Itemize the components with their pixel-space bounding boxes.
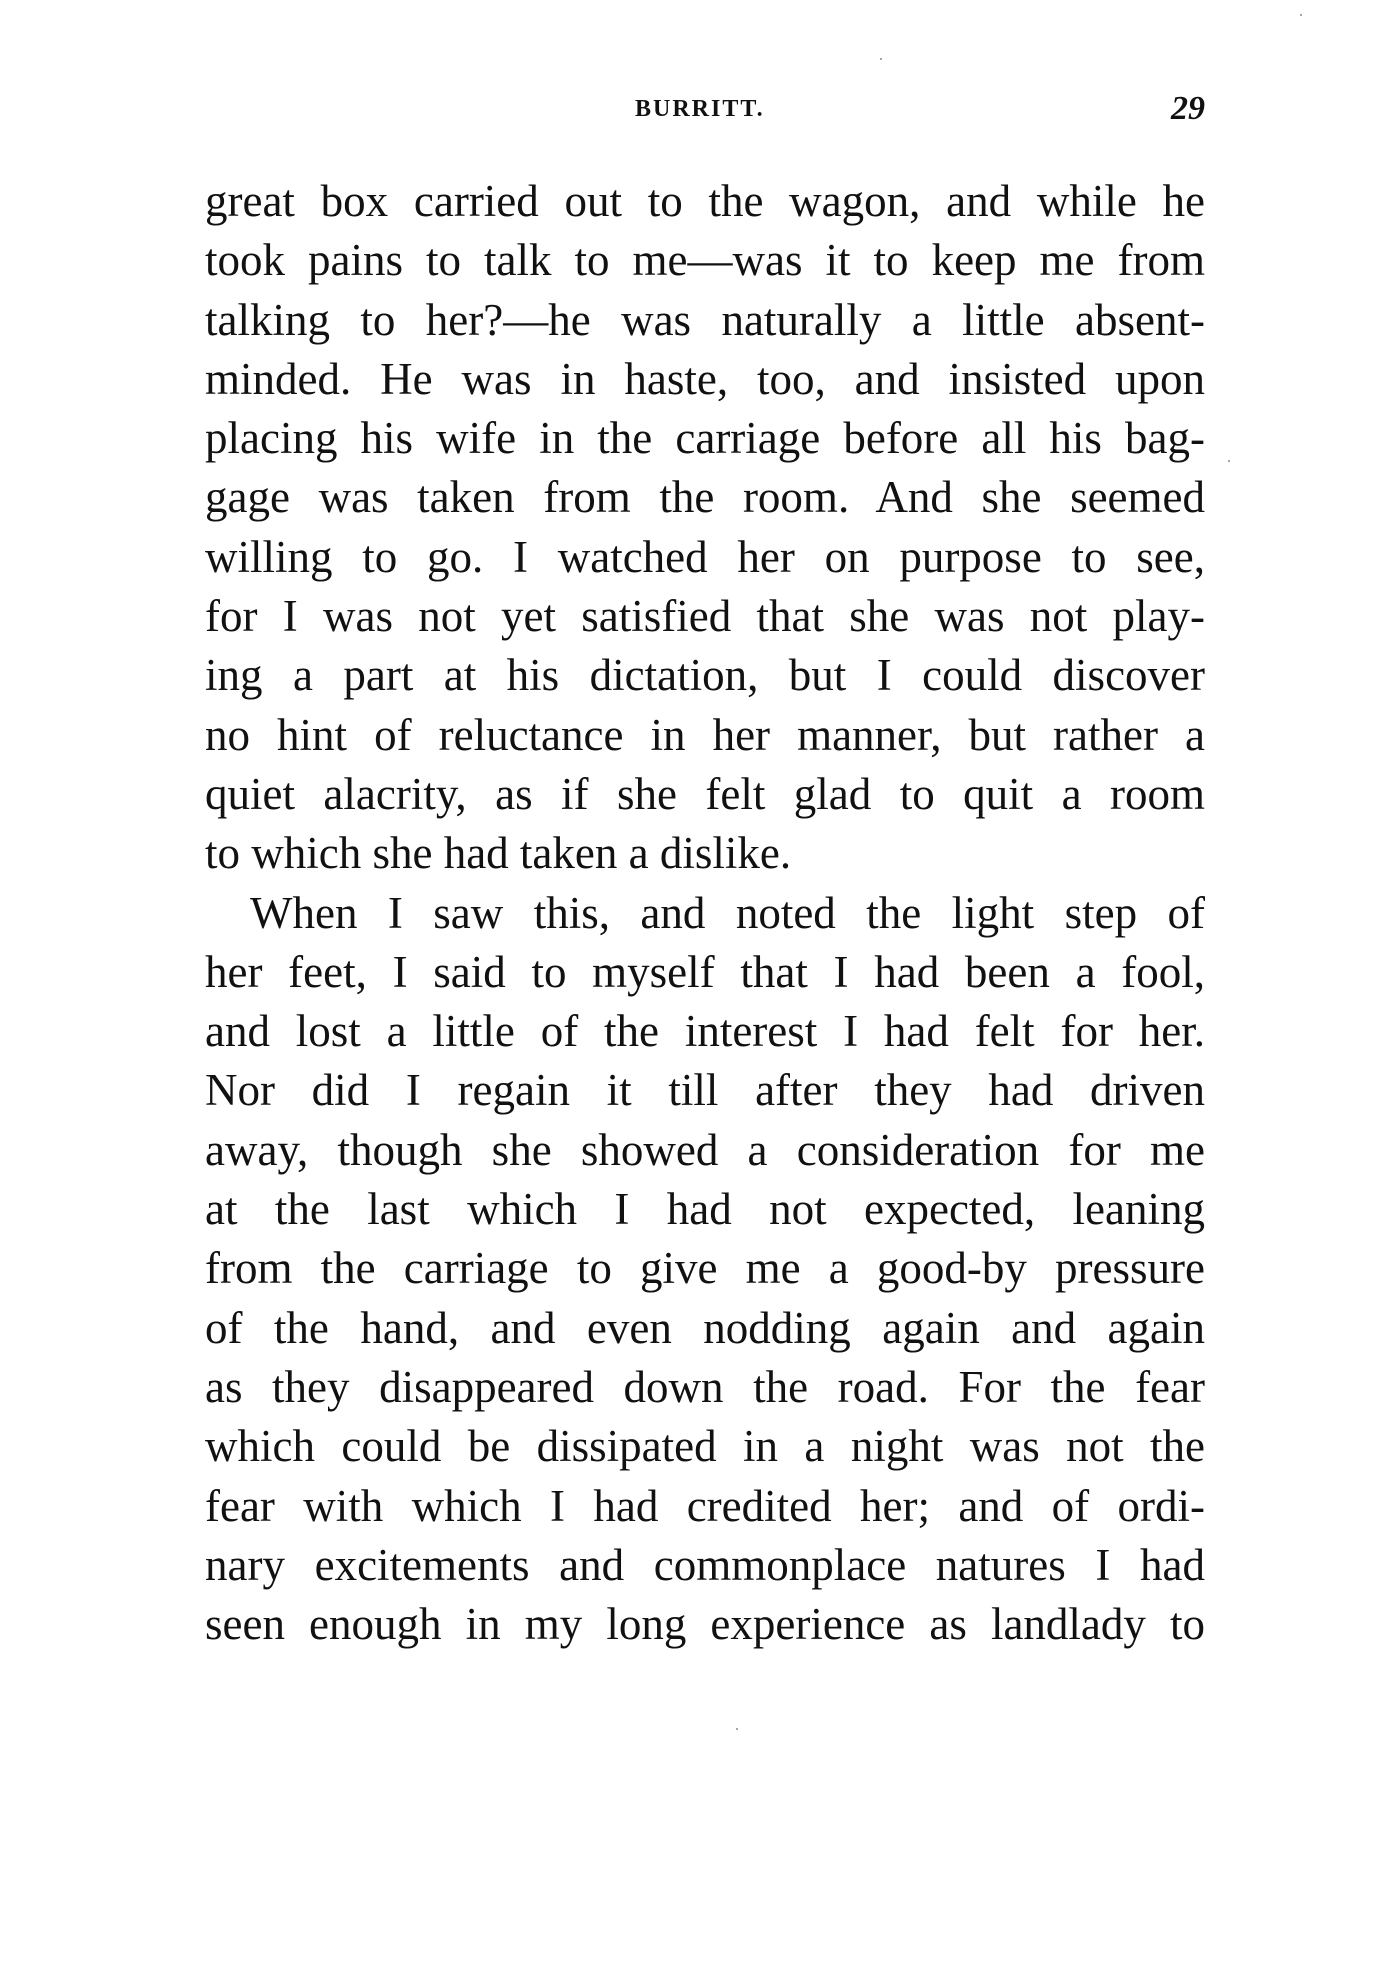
text-line: ing a part at his dictation, but I could discover bbox=[205, 650, 1205, 701]
text-line: willing to go. I watched her on purpose to see, bbox=[205, 531, 1205, 582]
page-header bbox=[205, 90, 1205, 136]
text-line: quiet alacrity, as if she felt glad to quit a room bbox=[205, 768, 1205, 819]
text-line: her feet, I said to myself that I had been a fool, bbox=[205, 946, 1205, 997]
text-line: of the hand, and even nodding again and again bbox=[205, 1302, 1205, 1353]
body-text bbox=[205, 172, 1205, 1654]
text-line: minded. He was in haste, too, and insisted upon bbox=[205, 353, 1205, 404]
text-line: took pains to talk to me—was it to keep me from bbox=[205, 235, 1205, 286]
text-line: no hint of reluctance in her manner, but rather a bbox=[205, 709, 1205, 760]
text-line: gage was taken from the room. And she seemed bbox=[205, 472, 1205, 523]
text-line: seen enough in my long experience as landlady to bbox=[205, 1599, 1205, 1650]
text-line: as they disappeared down the road. For the fear bbox=[205, 1361, 1205, 1412]
text-line: and lost a little of the interest I had felt for her. bbox=[205, 1006, 1205, 1057]
text-line: away, though she showed a consideration for me bbox=[205, 1124, 1205, 1175]
text-line: fear with which I had credited her; and of ordi- bbox=[205, 1480, 1205, 1531]
running-head: BURRITT. bbox=[635, 96, 765, 122]
text-line: from the carriage to give me a good-by pressure bbox=[205, 1243, 1205, 1294]
text-line: at the last which I had not expected, leaning bbox=[205, 1184, 1205, 1235]
scan-speck bbox=[736, 1728, 738, 1730]
scan-speck bbox=[880, 58, 882, 60]
text-line: talking to her?—he was naturally a little absent- bbox=[205, 294, 1205, 345]
text-line: to which she had taken a dislike. bbox=[205, 828, 792, 879]
scan-speck bbox=[1228, 460, 1230, 462]
scan-speck bbox=[1300, 14, 1302, 16]
text-line: nary excitements and commonplace natures I had bbox=[205, 1539, 1205, 1590]
text-line: for I was not yet satisfied that she was not play- bbox=[205, 591, 1205, 642]
text-line: Nor did I regain it till after they had driven bbox=[205, 1065, 1205, 1116]
text-line: When I saw this, and noted the light step of bbox=[250, 887, 1205, 938]
page-number: 29 bbox=[1171, 90, 1205, 127]
text-line: placing his wife in the carriage before all his bag- bbox=[205, 413, 1205, 464]
text-line: which could be dissipated in a night was not the bbox=[205, 1421, 1205, 1472]
text-line: great box carried out to the wagon, and while he bbox=[205, 176, 1205, 226]
